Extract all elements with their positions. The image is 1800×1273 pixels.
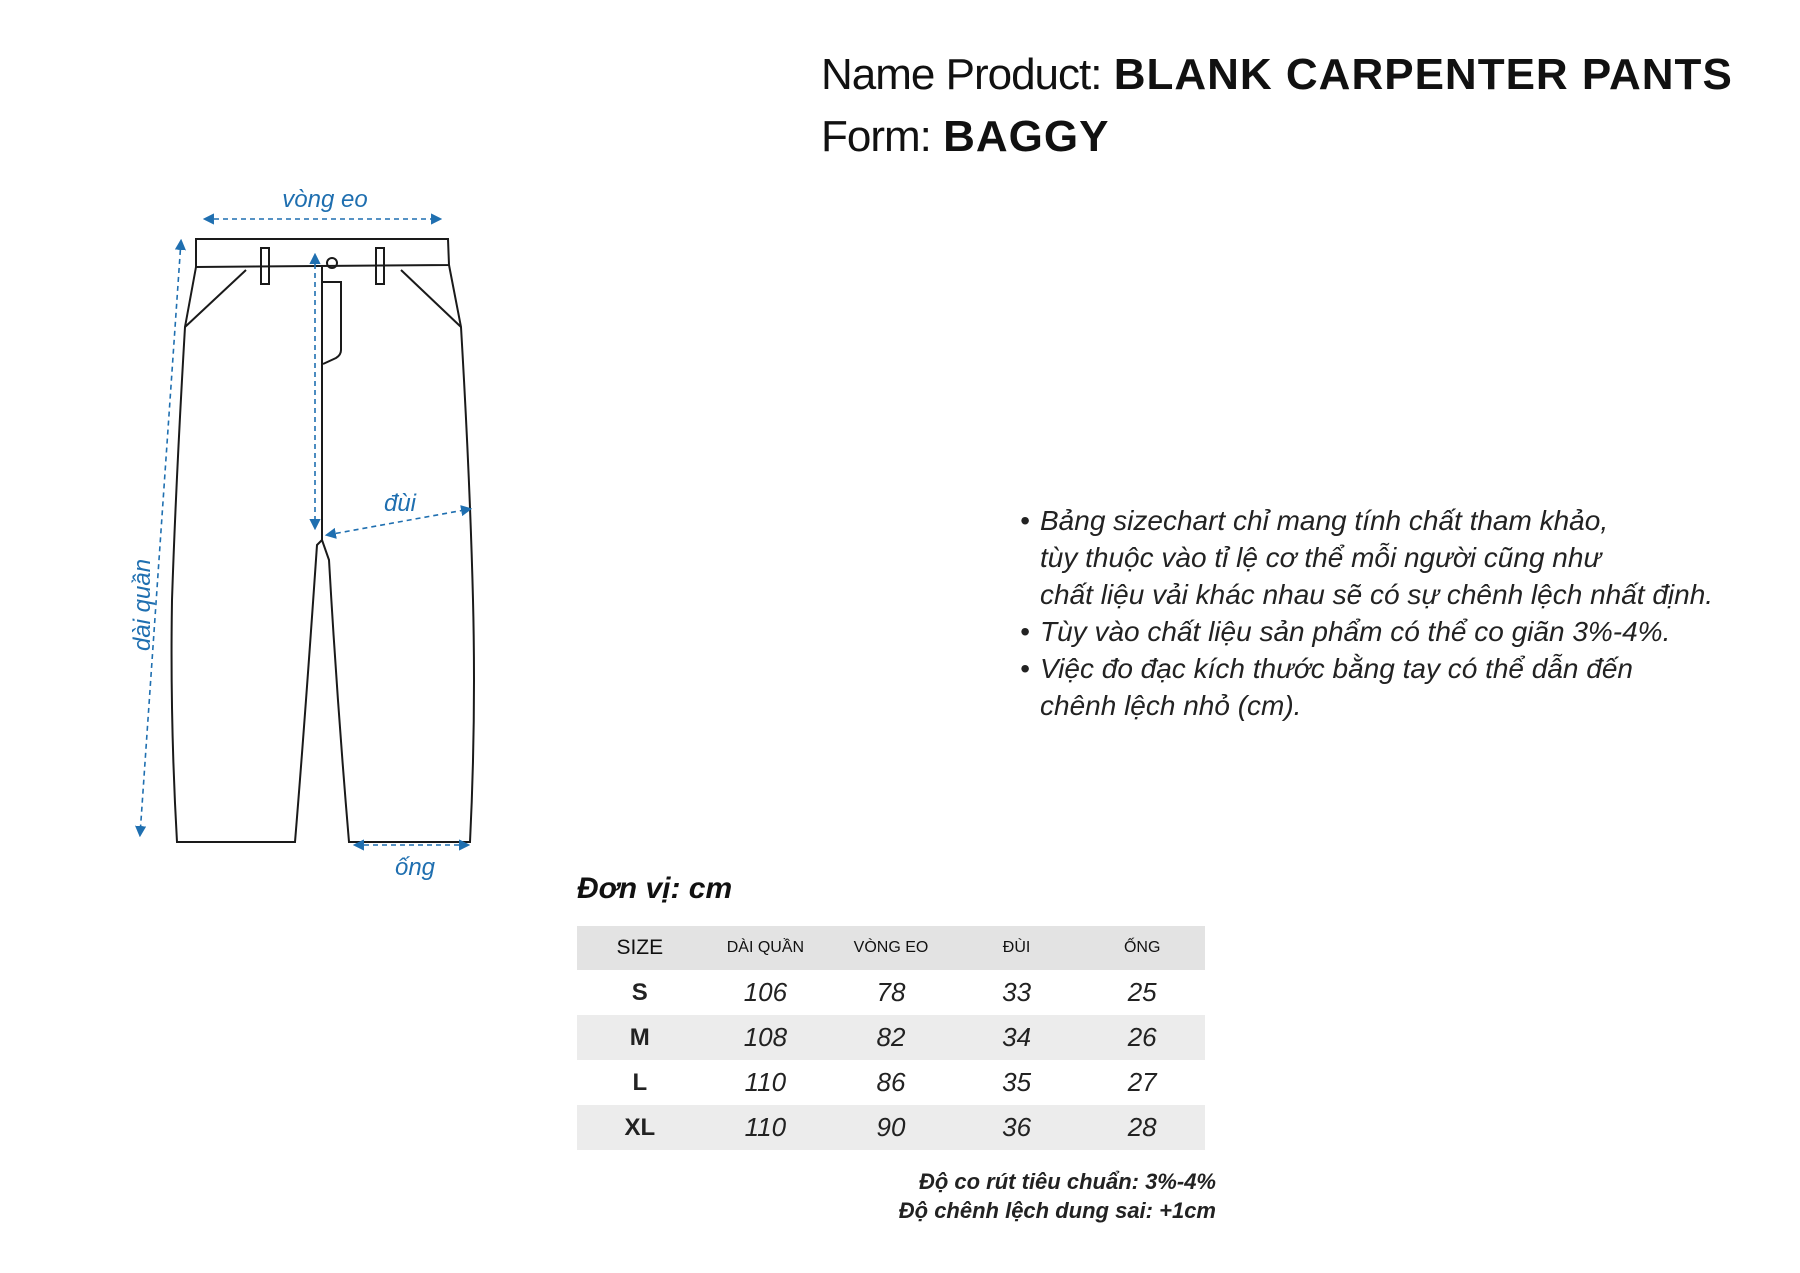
note-item [1020, 613, 1780, 650]
table-cell: 106 [743, 977, 788, 1007]
product-name: BLANK CARPENTER PANTS [1113, 50, 1733, 99]
table-cell: 25 [1127, 977, 1157, 1007]
table-cell: 28 [1079, 1105, 1205, 1150]
form-value: BAGGY [943, 112, 1110, 161]
table-cell: 108 [703, 1015, 829, 1060]
product-name-prefix: Name Product: [821, 50, 1102, 99]
table-cell: 35 [1002, 1067, 1032, 1097]
note-line: chất liệu vải khác nhau sẽ có sự chênh lệch nhất định. [1040, 579, 1714, 610]
table-cell: 78 [876, 977, 906, 1007]
waistband [196, 239, 449, 267]
leg-opening-label: ống [394, 854, 436, 881]
size-cell: S [631, 978, 648, 1006]
table-footnotes [700, 1167, 1216, 1225]
bullet: • [1020, 505, 1030, 536]
bullet: • [1020, 653, 1030, 684]
table-row [577, 1105, 1205, 1150]
table-cell: 36 [954, 1105, 1080, 1150]
table-cell: 82 [828, 1015, 954, 1060]
size-cell: XL [577, 1105, 703, 1150]
pants-diagram [0, 0, 520, 900]
pants-outline [172, 239, 474, 842]
table-row [577, 1060, 1205, 1105]
note-item [1020, 502, 1780, 613]
note-line: Bảng sizechart chỉ mang tính chất tham khảo, [1040, 505, 1609, 536]
table-row [577, 1015, 1205, 1060]
table-cell: 110 [744, 1067, 787, 1097]
table-cell: 90 [828, 1105, 954, 1150]
waist-label: vòng eo [282, 186, 368, 213]
table-cell: 110 [703, 1105, 829, 1150]
note-line: Việc đo đạc kích thước bằng tay có thể dẫn đến [1040, 653, 1633, 684]
size-table [577, 926, 1205, 1150]
note-item [1020, 650, 1780, 724]
size-notes [1020, 502, 1780, 724]
table-cell: 26 [1079, 1015, 1205, 1060]
bullet: • [1020, 616, 1030, 647]
note-line: tùy thuộc vào tỉ lệ cơ thể mỗi người cũng như [1040, 542, 1602, 573]
product-name-line [821, 50, 1733, 100]
table-row [577, 970, 1205, 1015]
note-line: chênh lệch nhỏ (cm). [1040, 690, 1302, 721]
column-header: ĐÙI [954, 926, 1080, 970]
measure-lines [140, 219, 470, 845]
column-header: ỐNG [1079, 926, 1205, 970]
column-header: DÀI QUẦN [703, 926, 829, 970]
table-cell: 34 [954, 1015, 1080, 1060]
fly-stitch [322, 282, 341, 364]
left-leg [172, 267, 322, 842]
form-prefix: Form: [821, 112, 931, 161]
column-header: VÒNG EO [828, 926, 954, 970]
shrinkage-note: Độ co rút tiêu chuẩn: 3%-4% [918, 1169, 1216, 1194]
tolerance-note: Độ chênh lệch dung sai: +1cm [898, 1198, 1216, 1223]
table-header-row [577, 926, 1205, 970]
table-cell: 86 [876, 1067, 906, 1097]
size-cell: M [577, 1015, 703, 1060]
length-label: dài quần [129, 558, 156, 652]
size-cell: L [632, 1068, 648, 1096]
product-form-line [821, 112, 1109, 162]
column-header: SIZE [577, 926, 703, 970]
table-cell: 33 [1002, 977, 1032, 1007]
note-line: Tùy vào chất liệu sản phẩm có thể co giãn 3%-4%. [1040, 616, 1671, 647]
unit-label: Đơn vị: cm [577, 872, 733, 905]
thigh-label: đùi [383, 490, 417, 517]
right-leg [322, 265, 474, 842]
table-cell: 27 [1127, 1067, 1157, 1097]
